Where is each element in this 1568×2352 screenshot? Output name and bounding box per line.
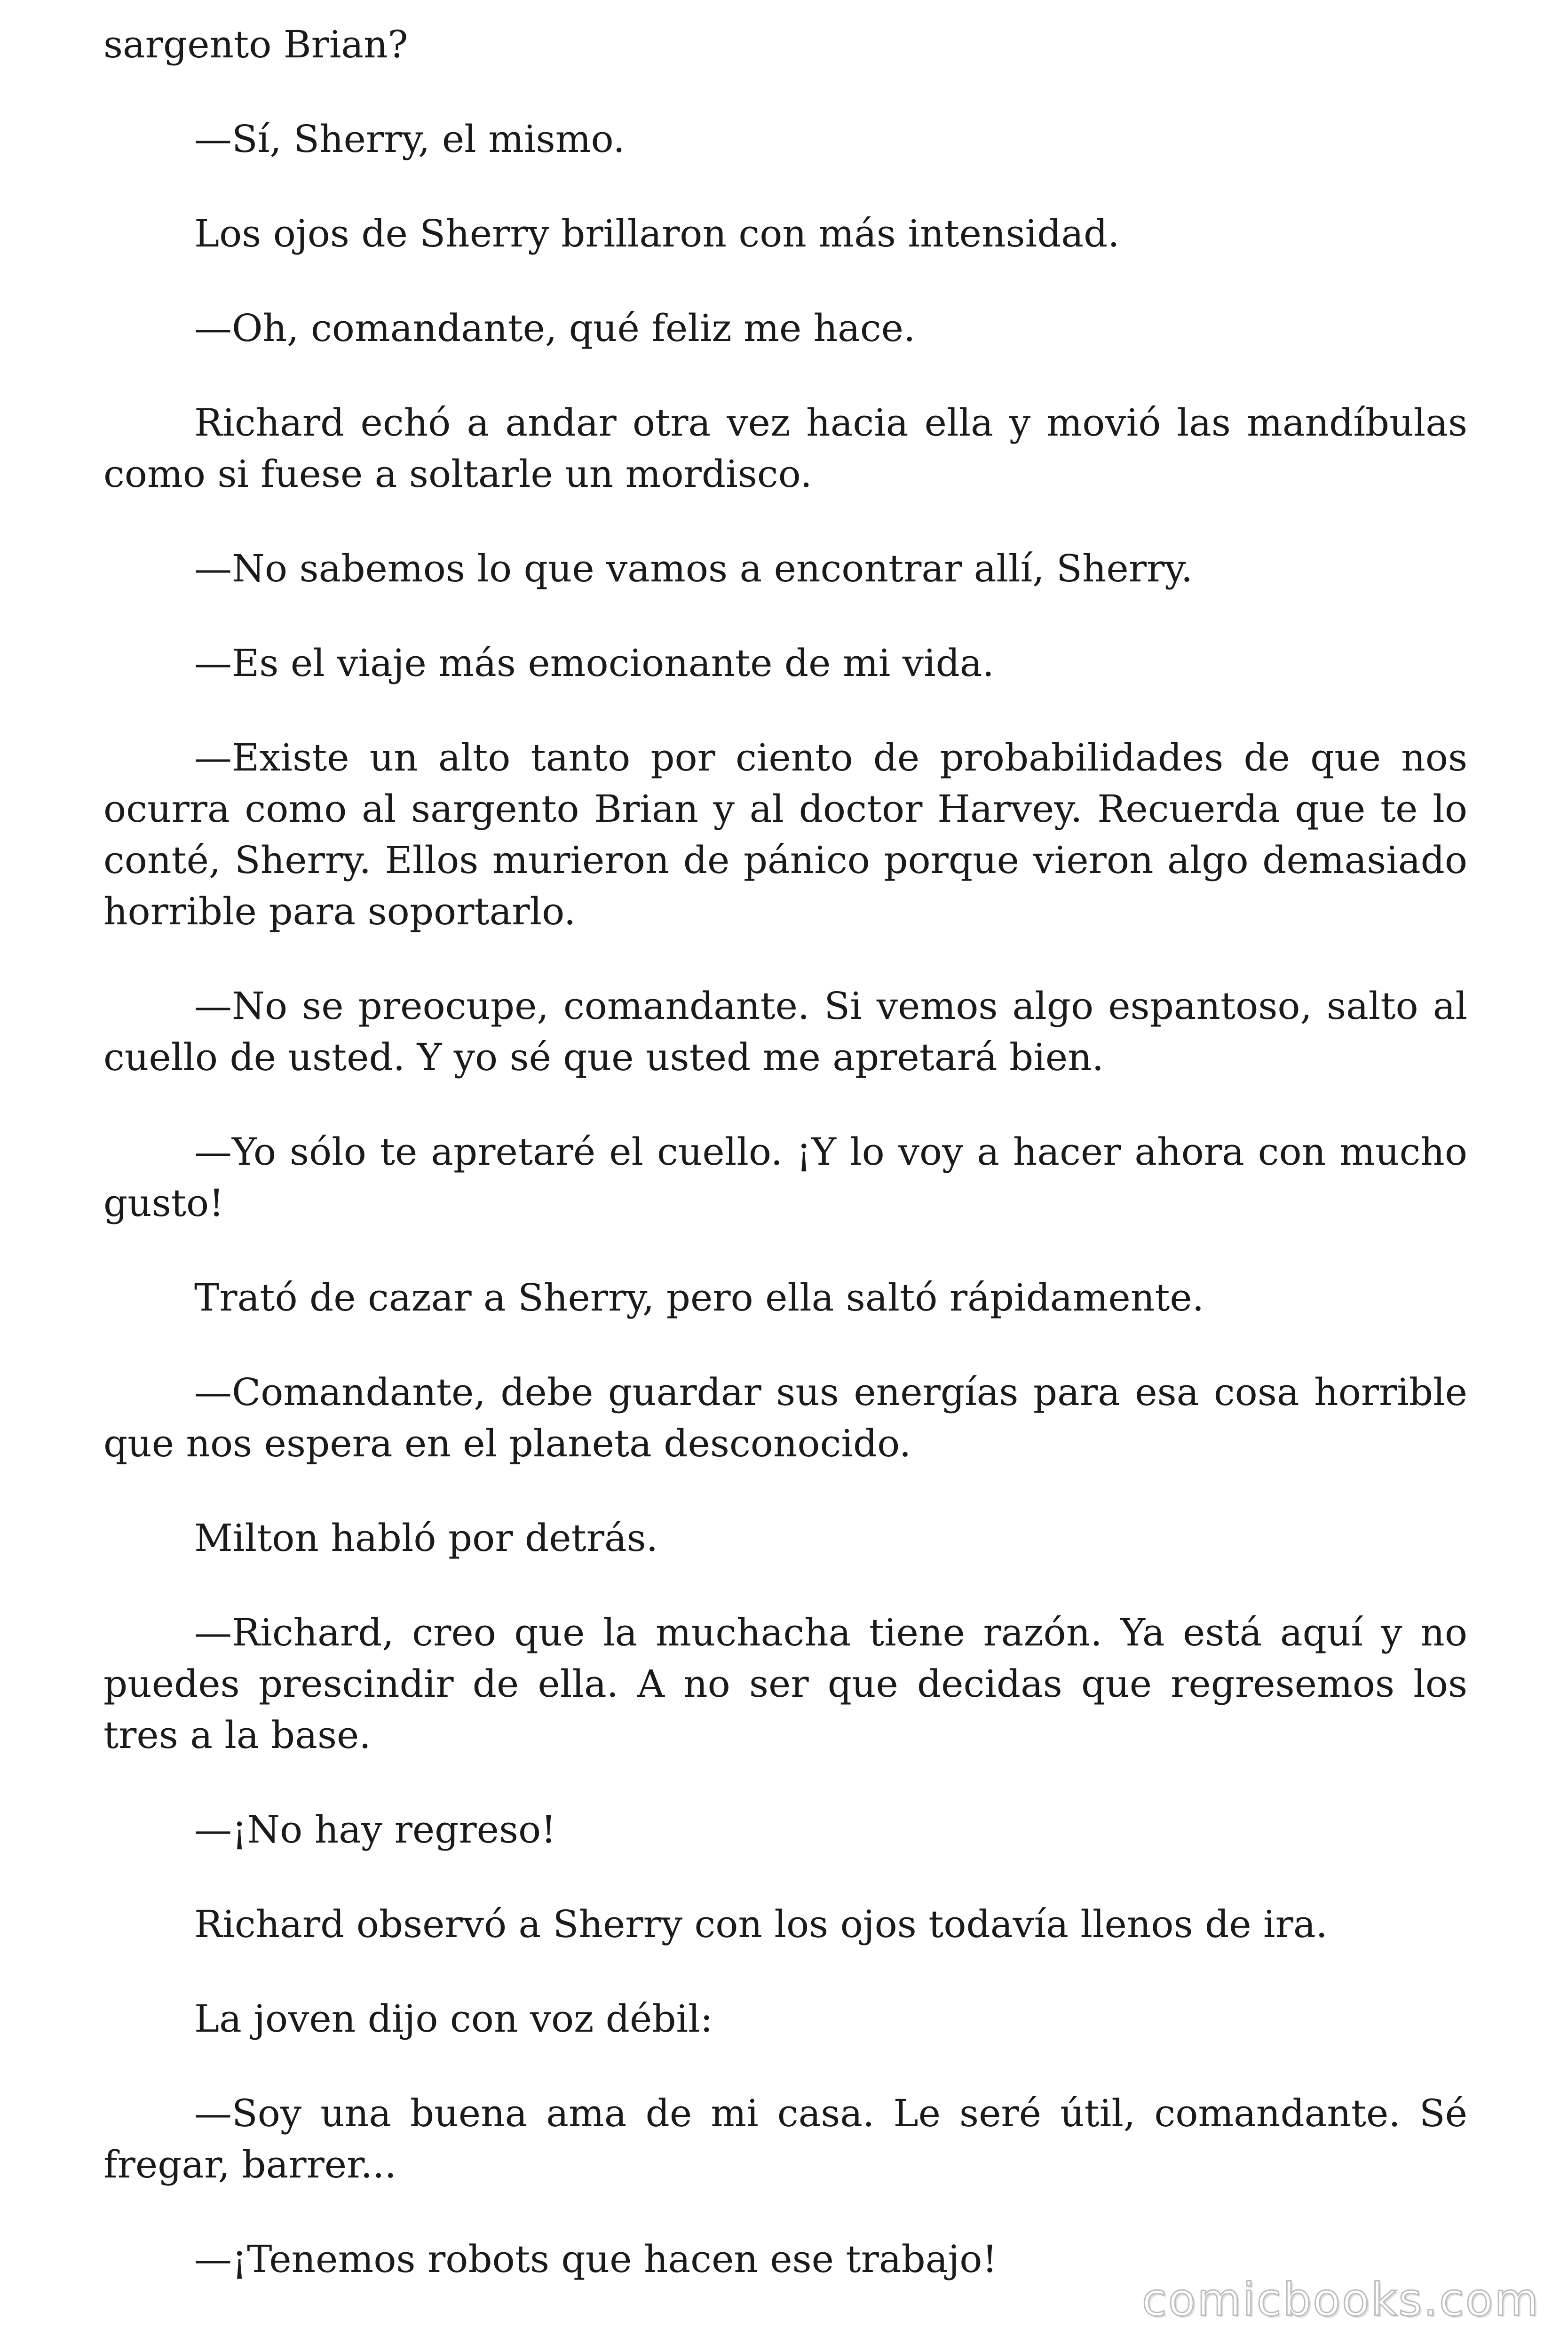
paragraph: —Soy una buena ama de mi casa. Le seré útil, comandante. Sé fregar, barrer...: [103, 2091, 1467, 2186]
paragraph: —¡No hay regreso!: [194, 1808, 556, 1851]
paragraph: —Comandante, debe guardar sus energías para esa cosa horrible que nos espera en el planeta desconocido.: [103, 1370, 1467, 1465]
paragraph: —No se preocupe, comandante. Si vemos algo espantoso, salto al cuello de usted. Y yo sé que usted me apretará bien.: [103, 984, 1467, 1079]
paragraph: —Es el viaje más emocionante de mi vida.: [194, 641, 994, 685]
paragraph: —Sí, Sherry, el mismo.: [194, 117, 625, 161]
paragraph: Richard observó a Sherry con los ojos todavía llenos de ira.: [194, 1902, 1328, 1946]
paragraph: —Yo sólo te apretaré el cuello. ¡Y lo voy a hacer ahora con mucho gusto!: [103, 1130, 1467, 1225]
paragraph: —Oh, comandante, qué feliz me hace.: [194, 306, 916, 350]
paragraph: Trató de cazar a Sherry, pero ella saltó rápidamente.: [194, 1276, 1204, 1319]
body-text: [103, 19, 1467, 2328]
watermark: comicbooks.com: [1141, 2273, 1540, 2326]
paragraph: La joven dijo con voz débil:: [194, 1997, 713, 2041]
paragraph: Milton habló por detrás.: [194, 1516, 658, 1560]
paragraph: —Richard, creo que la muchacha tiene razón. Ya está aquí y no puedes prescindir de ella. A no ser que decidas que regresemos los tres a la base.: [103, 1611, 1467, 1757]
paragraph: —Existe un alto tanto por ciento de probabilidades de que nos ocurra como al sargento Brian y al doctor Harvey. Recuerda que te lo conté, Sherry. Ellos murieron de pánico porque vieron algo demasiado horrible para soportarlo.: [103, 736, 1467, 933]
paragraph: Los ojos de Sherry brillaron con más intensidad.: [194, 212, 1120, 255]
paragraph: Richard echó a andar otra vez hacia ella y movió las mandíbulas como si fuese a soltarle un mordisco.: [103, 401, 1467, 496]
paragraph-continuation: sargento Brian?: [103, 23, 408, 66]
paragraph: —¡Tenemos robots que hacen ese trabajo!: [194, 2237, 998, 2281]
paragraph: —No sabemos lo que vamos a encontrar allí, Sherry.: [194, 547, 1193, 590]
